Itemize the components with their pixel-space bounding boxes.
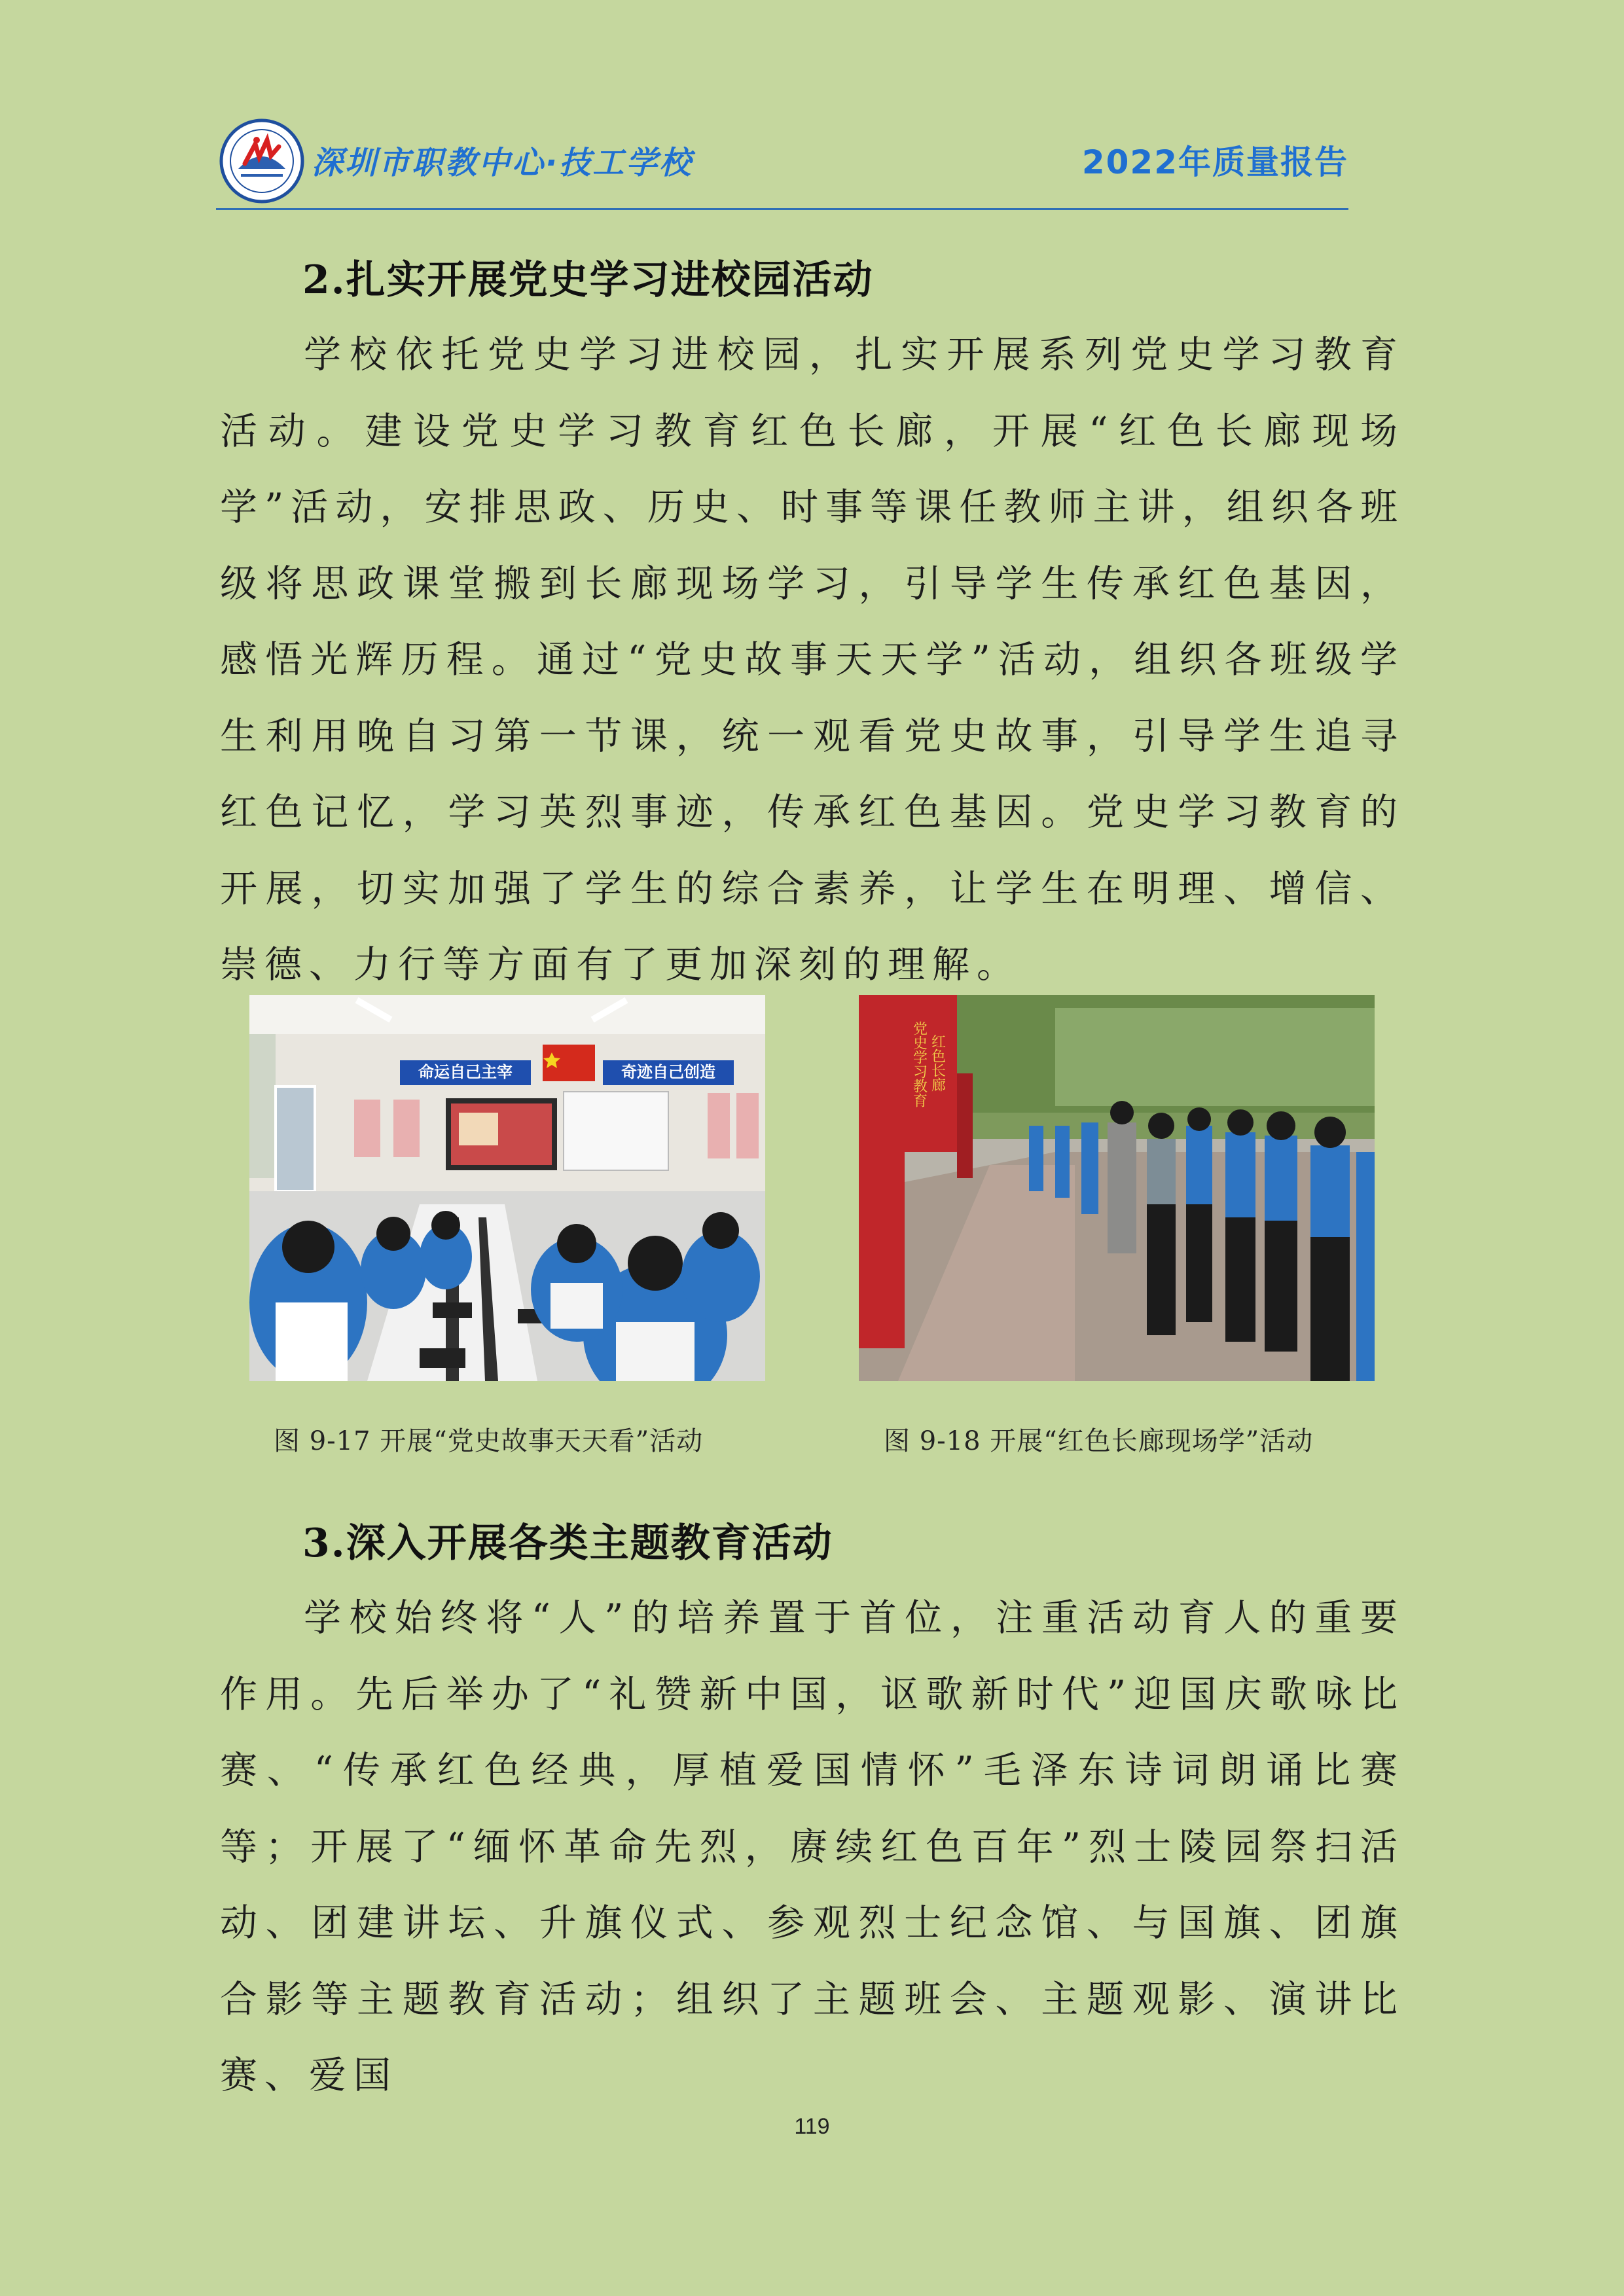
section-heading-3: 3.深入开展各类主题教育活动 xyxy=(302,1520,833,1566)
report-title: 2022年质量报告 xyxy=(1081,143,1348,181)
page-header xyxy=(216,111,1348,210)
corridor-image xyxy=(859,995,1375,1381)
section-2-paragraph: 学校依托党史学习进校园，扎实开展系列党史学习教育活动。建设党史学习教育红色长廊，开展“红色长廊现场学”活动，安排思政、历史、时事等课任教师主讲，组织各班级将思政课堂搬到长廊现场学习，引导学生传承红色基因，感悟光辉历程。通过“党史故事天天学”活动，组织各班级学生利用晚自习第一节课，统一观看党史故事，引导学生追寻红色记忆，学习英烈事迹，传承红色基因。党史学习教育的开展，切实加强了学生的综合素养，让学生在明理、增信、崇德、力行等方面有了更加深刻的理解。 xyxy=(220,333,1405,986)
page-number: 119 xyxy=(794,2114,830,2139)
corridor-panel-text-2: 红色长廊 xyxy=(929,1034,946,1092)
school-emblem-icon xyxy=(219,118,305,204)
corridor-panel-text-1: 党史学习教育 xyxy=(911,1021,928,1107)
classroom-banner-left: 命运自己主宰 xyxy=(418,1063,513,1081)
figure-9-18-caption: 图 9-18 开展“红色长廊现场学”活动 xyxy=(884,1426,1314,1456)
section-heading-2: 2.扎实开展党史学习进校园活动 xyxy=(302,257,874,303)
school-name: 深圳市职教中心·技工学校 xyxy=(312,145,693,181)
section-3-paragraph: 学校始终将“人”的培养置于首位，注重活动育人的重要作用。先后举办了“礼赞新中国，讴歌新时代”迎国庆歌咏比赛、“传承红色经典，厚植爱国情怀”毛泽东诗词朗诵比赛等；开展了“缅怀革命先烈，赓续红色百年”烈士陵园祭扫活动、团建讲坛、升旗仪式、参观烈士纪念馆、与国旗、团旗合影等主题教育活动；组织了主题班会、主题观影、演讲比赛、爱国 xyxy=(220,1596,1405,2097)
figure-classroom-photo xyxy=(249,995,765,1381)
classroom-image xyxy=(249,995,765,1381)
figure-9-17-caption: 图 9-17 开展“党史故事天天看”活动 xyxy=(274,1426,704,1456)
classroom-banner-right: 奇迹自己创造 xyxy=(621,1063,715,1081)
figure-corridor-photo xyxy=(859,995,1375,1381)
